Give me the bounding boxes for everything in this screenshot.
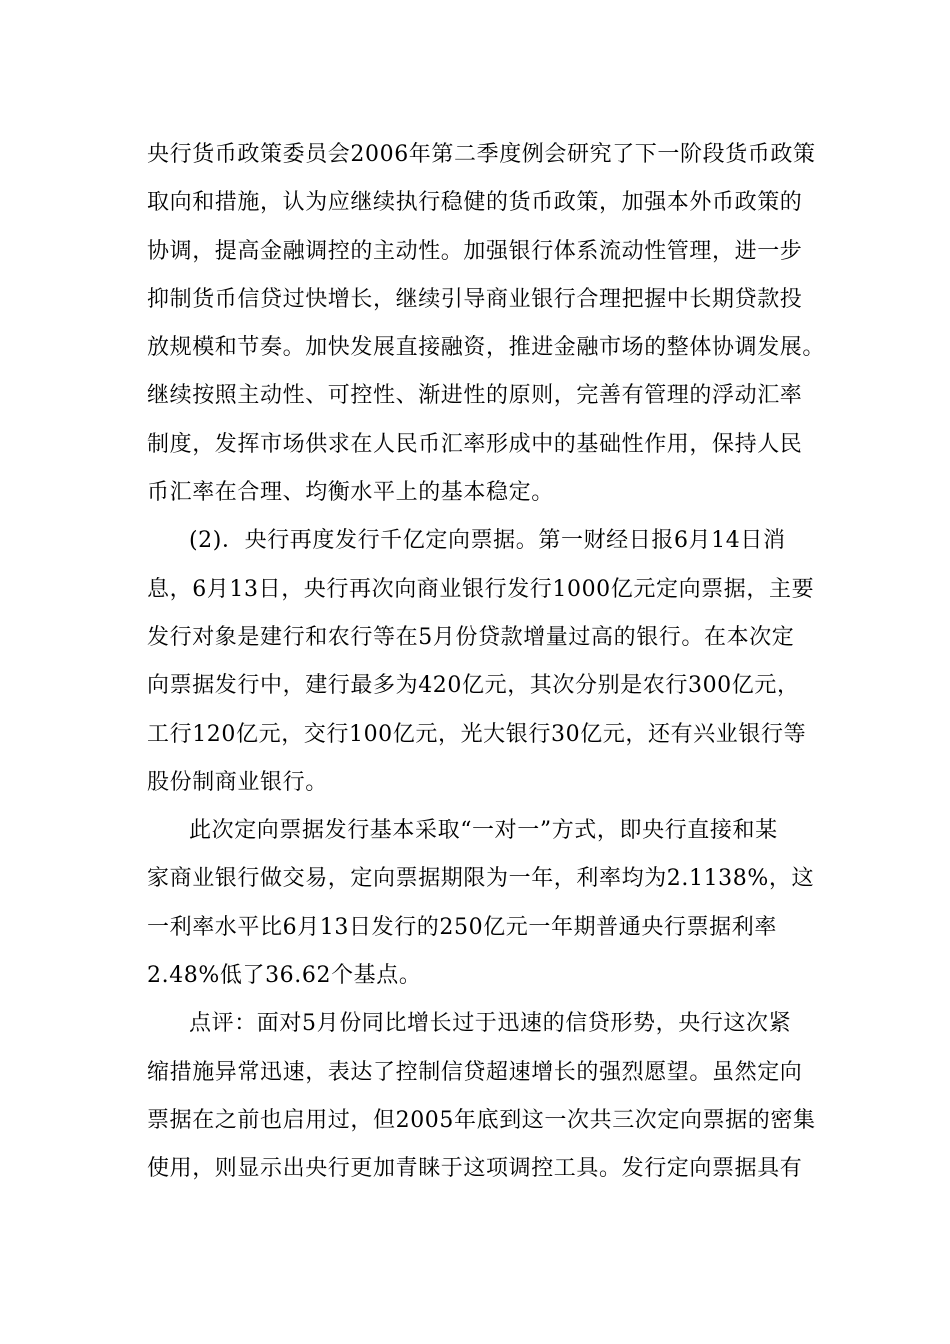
document-body: [147, 131, 826, 1194]
text-line: 缩措施异常迅速，表达了控制信贷超速增长的强烈愿望。虽然定向: [147, 1059, 803, 1085]
text-line: 票据在之前也启用过，但2005年底到这一次共三次定向票据的密集: [147, 1107, 816, 1133]
text-line: 取向和措施，认为应继续执行稳健的货币政策，加强本外币政策的: [147, 190, 803, 216]
text-line: 工行120亿元，交行100亿元，光大银行30亿元，还有兴业银行等: [147, 721, 807, 747]
text-line: 家商业银行做交易，定向票据期限为一年，利率均为2.1138%，这: [147, 866, 815, 892]
text-line: 放规模和节奏。加快发展直接融资，推进金融市场的整体协调发展。: [147, 335, 826, 361]
text-line: 息，6月13日，央行再次向商业银行发行1000亿元定向票据，主要: [147, 576, 815, 602]
paragraph-start-line: (2)．央行再度发行千亿定向票据。第一财经日报6月14日消: [189, 528, 786, 554]
text-line: 币汇率在合理、均衡水平上的基本稳定。: [147, 480, 554, 506]
text-line: 一利率水平比6月13日发行的250亿元一年期普通央行票据利率: [147, 914, 777, 940]
text-line: 继续按照主动性、可控性、渐进性的原则，完善有管理的浮动汇率: [147, 383, 803, 409]
text-line: 向票据发行中，建行最多为420亿元，其次分别是农行300亿元，: [147, 673, 800, 699]
text-line: 使用，则显示出央行更加青睐于这项调控工具。发行定向票据具有: [147, 1156, 803, 1182]
text-line: 抑制货币信贷过快增长，继续引导商业银行合理把握中长期贷款投: [147, 286, 803, 312]
text-line: 制度，发挥市场供求在人民币汇率形成中的基础性作用，保持人民: [147, 431, 803, 457]
text-line: 发行对象是建行和农行等在5月份贷款增量过高的银行。在本次定: [147, 624, 795, 650]
paragraph-start-line: 此次定向票据发行基本采取“一对一”方式，即央行直接和某: [189, 818, 778, 844]
text-line: 协调，提高金融调控的主动性。加强银行体系流动性管理，进一步: [147, 238, 803, 264]
text-line: 2.48%低了36.62个基点。: [147, 963, 422, 989]
paragraph-start-line: 点评：面对5月份同比增长过于迅速的信贷形势，央行这次紧: [189, 1011, 792, 1037]
text-line: 央行货币政策委员会2006年第二季度例会研究了下一阶段货币政策: [147, 142, 816, 167]
text-line: 股份制商业银行。: [147, 769, 328, 795]
